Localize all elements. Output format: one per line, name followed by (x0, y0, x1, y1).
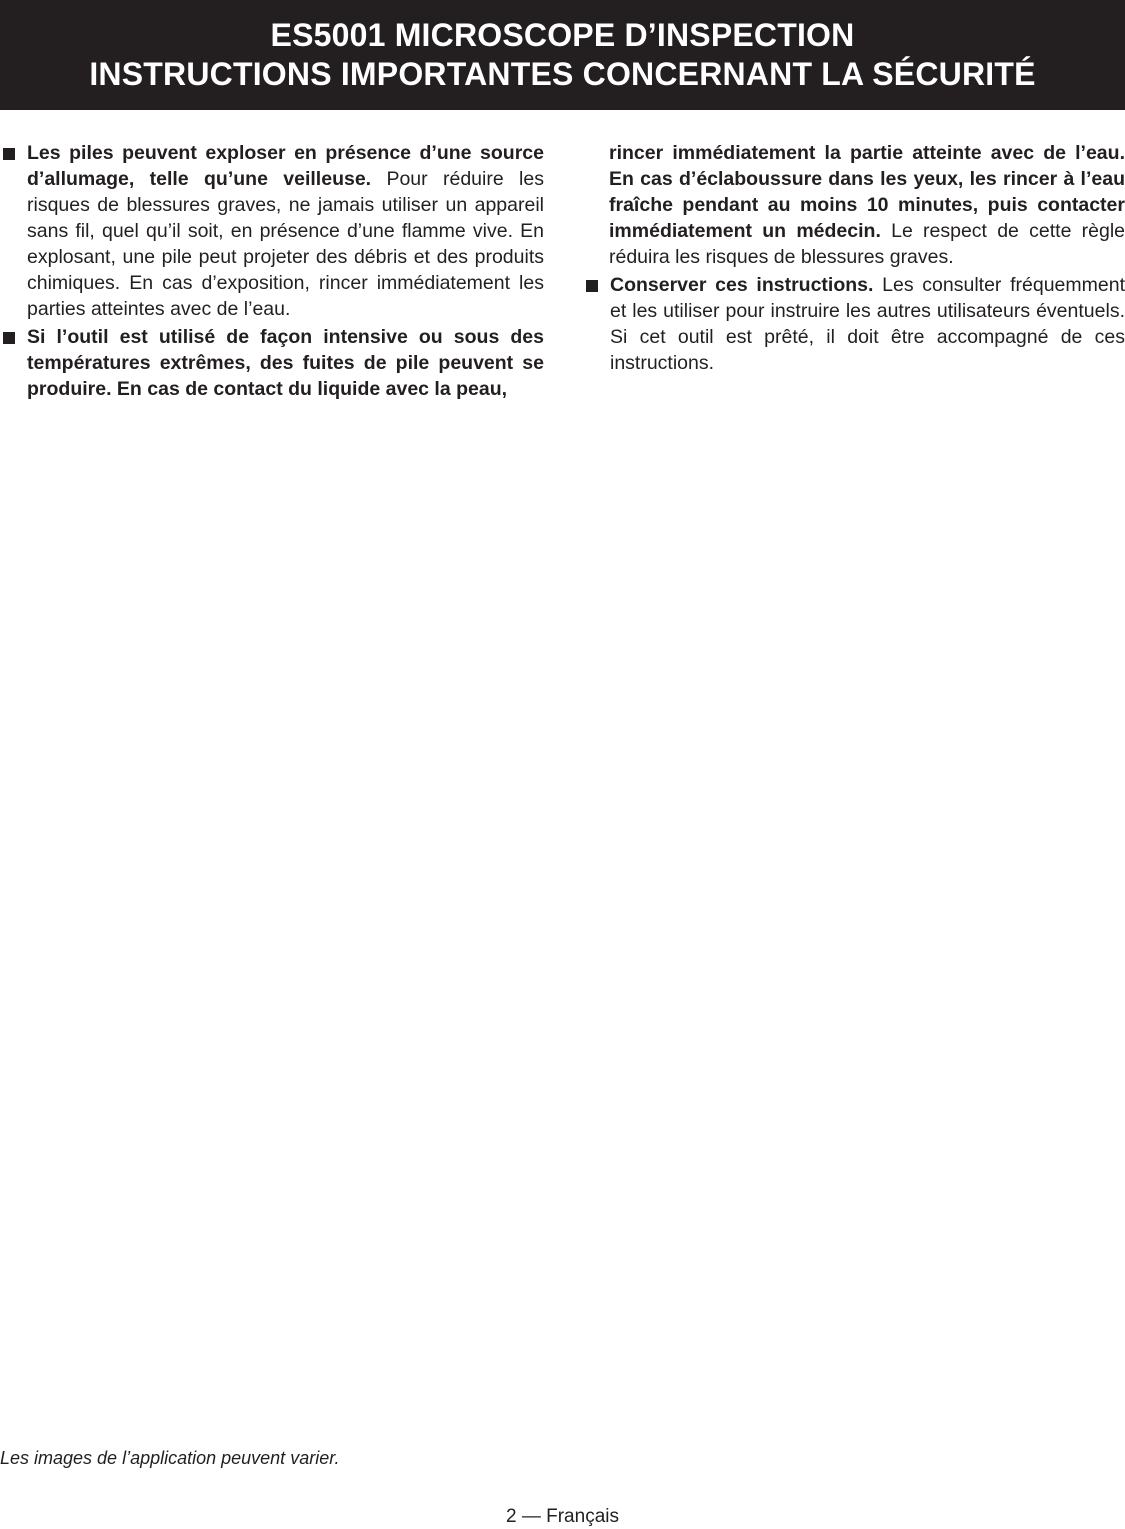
page-number: 2 — Français (506, 1506, 619, 1527)
page-header (0, 0, 1125, 110)
safety-item-heading: Conserver ces instructions. (610, 274, 874, 296)
footer-note: Les images de l’application peuvent varier. (0, 1448, 340, 1468)
safety-item-text: Les consulter fréquemment et les utiliser pour instruire les autres utilisateurs éventuels. Si cet outil est prêté, il doit être accompagné de ces instructions. (610, 274, 1125, 374)
square-bullet-icon (3, 148, 15, 160)
header-title-model: ES5001 MICROSCOPE D’INSPECTION (270, 17, 855, 53)
left-column (0, 140, 544, 404)
square-bullet-icon (586, 280, 598, 292)
header-title-safety: INSTRUCTIONS IMPORTANTES CONCERNANT LA SÉCURITÉ (89, 56, 1036, 92)
safety-item-heading: Si l’outil est utilisé de façon intensive ou sous des températures extrêmes, des fuites de pile peuvent se produire. En cas de contact du liquide avec la peau, (27, 326, 544, 400)
square-bullet-icon (3, 332, 15, 344)
safety-item-battery-leak (0, 324, 544, 402)
safety-item-heading: rincer immédiatement la partie atteinte avec de l’eau. En cas d’éclaboussure dans les yeux, les rincer à l’eau fraîche pendant au moins 10 minutes, puis contacter immédiatement un médecin. (609, 142, 1125, 242)
safety-item-battery-leak-continued (583, 140, 1125, 270)
safety-item-heading: Les piles peuvent exploser en présence d’une source d’allumage, telle qu’une veilleuse. (27, 142, 544, 190)
safety-item-text: Le respect de cette règle réduira les risques de blessures graves. (609, 220, 1125, 268)
right-column (583, 140, 1125, 378)
safety-item-text: Pour réduire les risques de blessures graves, ne jamais utiliser un appareil sans fil, quel qu’il soit, en présence d’une flamme vive. En explosant, une pile peut projeter des débris et des produits chimiques. En cas d’exposition, rincer immédiatement les parties atteintes avec de l’eau. (27, 168, 544, 320)
safety-item-batteries-explode (0, 140, 544, 322)
safety-item-keep-instructions (583, 272, 1125, 376)
